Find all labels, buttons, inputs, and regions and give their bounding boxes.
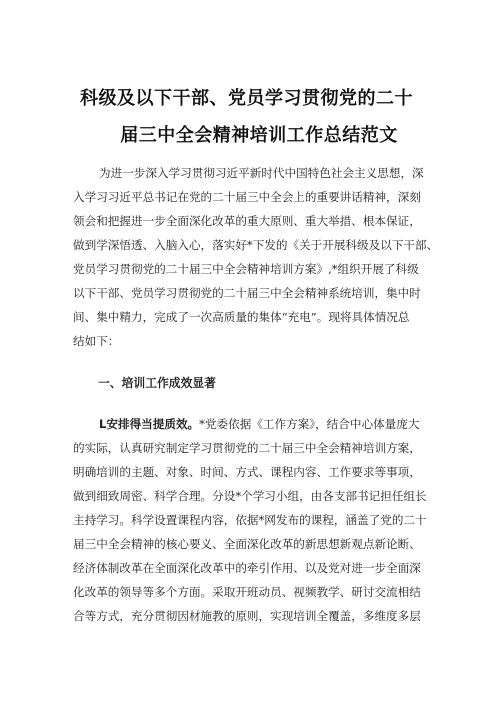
paragraph-line: 的实际，认真研究制定学习贯彻党的二十届三中全会精神培训方案，: [73, 441, 421, 455]
paragraph-line: 做到细致周密、科学合理。分设*个学习小组，由各支部书记担任组长: [73, 489, 427, 503]
paragraph-line: 经济体制改革在全面深化改革中的牵引作用、以及党对进一步全面深: [73, 561, 421, 575]
intro-line: 领会和把握进一步全面深化改革的重大原则、重大举措、根本保证，: [73, 214, 421, 228]
paragraph-lead: L安排得当提质效。: [99, 417, 200, 431]
paragraph-line: 合等方式，充分贯彻因材施教的原则，实现培训全覆盖，多维度多层: [73, 609, 421, 623]
section-heading: 一、培训工作成效显著: [98, 376, 216, 390]
intro-line: 为进一步深入学习贯彻习近平新时代中国特色社会主义思想，深: [99, 166, 424, 180]
paragraph-line: [0, 416, 500, 432]
paragraph-line: 化改革的领导等多个方面。采取开班动员、视频教学、研讨交流相结: [73, 585, 421, 599]
paragraph-text: *党委依据《工作方案》，结合中心体量庞大: [199, 417, 420, 431]
intro-line: 党员学习贯彻党的二十届三中全会精神培训方案》,*组织开展了科级: [73, 262, 419, 276]
paragraph-line: 主持学习。科学设置课程内容，依据*网发布的课程，涵盖了党的二十: [73, 513, 427, 527]
document-title-line-1: 科级及以下干部、党员学习贯彻党的二十: [80, 88, 413, 109]
paragraph-line: 届三中全会精神的核心要义、全面深化改革的新思想新观点新论断、: [73, 537, 421, 551]
intro-line: 以下干部、党员学习贯彻党的二十届三中全会精神系统培训，集中时: [73, 286, 421, 300]
document-title-line-2: 届三中全会精神培训工作总结范文: [120, 125, 398, 146]
intro-line: 间、集中精力，完成了一次高质量的集体“充电”。现将具体情况总: [73, 310, 410, 324]
intro-line: 做到学深悟透、入脑入心，落实好*下发的《关于开展科级及以下干部、: [73, 238, 439, 252]
intro-line: 结如下：: [73, 334, 120, 348]
intro-line: 入学习习近平总书记在党的二十届三中全会上的重要讲话精神，深刻: [73, 190, 421, 204]
paragraph-line: 明确培训的主题、对象、时间、方式、课程内容、工作要求等事项，: [73, 465, 421, 479]
